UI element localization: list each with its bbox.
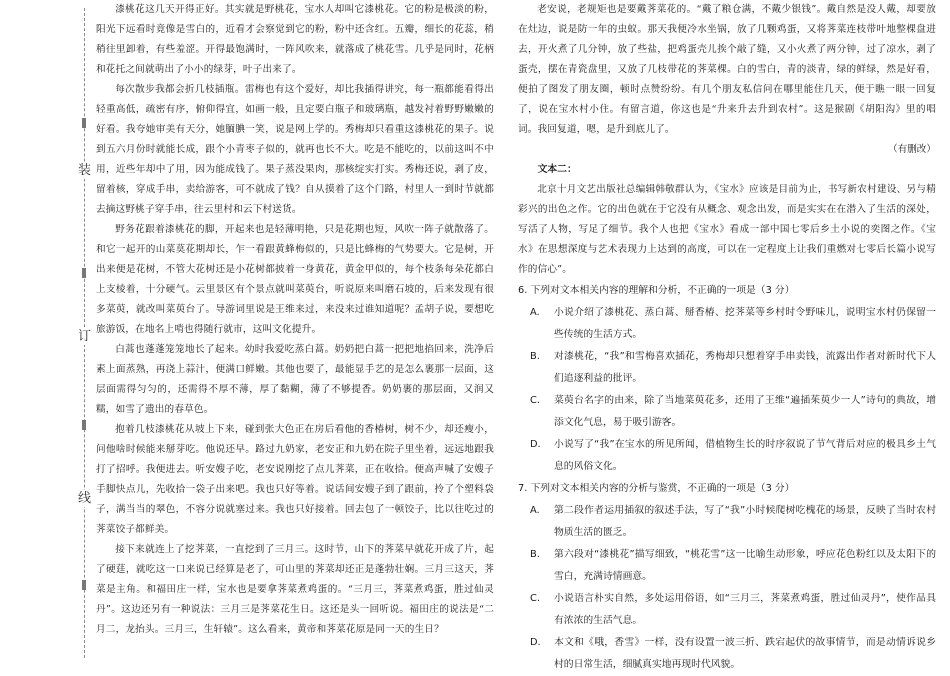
binding-tick-mark	[82, 580, 86, 590]
answer-option	[518, 544, 936, 588]
option-letter: C.	[530, 593, 540, 604]
binding-tick-mark	[82, 118, 86, 128]
binding-label-zhuang: 装	[77, 163, 91, 178]
option-letter: B.	[530, 549, 540, 560]
option-text: 第六段对“漆桃花”描写细致，“桃花雪”这一比喻生动形象，呼应花色粉红以及太阳下的雪白，充满诗情画意。	[554, 549, 936, 582]
question-6	[518, 280, 936, 478]
question-stem: 7. 下列对文本相关内容的分析与鉴赏，不正确的一项是（3 分）	[518, 483, 795, 494]
right-column	[518, 0, 936, 676]
binding-tick-mark	[82, 268, 86, 278]
answer-option	[518, 346, 936, 390]
story-paragraph: 漆桃花这几天开得正好。其实就是野桃花，宝水人却叫它漆桃花。它的粉是极淡的粉，阳光下远看时竟像是雪白的，近看才会察觉到它的粉，粉中还含红。五瓣，细长的花蕊，稍稍往里卸着，有些羞涩。开得最饱满时，一阵风吹来，就落成了桃花雪。几乎是同时，花柄和花托之间就萌出了小小的绿芽，叶子出来了。	[96, 4, 494, 75]
answer-option	[518, 302, 936, 346]
option-text: 小说语言朴实自然，多处运用俗语，如“三月三，荠菜煮鸡蛋，胜过仙灵丹”，使作品具有浓浓的生活气息。	[554, 593, 936, 626]
source-note: （有删改）	[888, 144, 936, 155]
option-text: 菜萸台名字的由来，除了当地菜萸花多，还用了王维“遍插茱萸少一人”诗句的典故，增添文化气息，易于吸引游客。	[554, 395, 936, 428]
option-text: 第二段作者运用插叙的叙述手法，写了“我”小时候爬树吃槐花的场景，反映了当时农村物质生活的匮乏。	[554, 505, 936, 538]
answer-option	[518, 434, 936, 478]
question-7	[518, 478, 936, 676]
story-paragraph: 白蒿也蓬蓬笼笼地长了起来。幼时我爱吃蒸白蒿。奶奶把白蒿一把把地掐回来，洗净后素上面蒸熟，再浇上蒜汁，便满口鲜嫩。其他也要了，最能显手艺的是怎么裹那一层面，这层面需得匀匀的，还需得不厚不薄，厚了黏糊，薄了不够提香。奶奶裹的那层面，又润又糯，如雪了遗出的春草色。	[96, 344, 494, 415]
story-paragraph: 抱着几枝漆桃花从坡上下来，碰到张大色正在房后看他的香椿树，树不少，却还瘦小，问他啥时候能来掰芽吃。他说还早。路过九奶家，老安正和九奶在院子里坐着，远远地跟我打了招呼。我便进去。听安嫂子吃，老安说刚挖了点儿荠菜，正在收拾。便高声喊了安嫂子手脚快点儿，先收拾一袋子出来吧。我也只好等着。说话间安嫂子到了跟前，拎了个塑料袋子，满当当的翠色，不容分说就塞过来。我也只好接着。回去包了一顿饺子，比以往吃过的荠菜饺子都鲜美。	[96, 424, 494, 535]
option-text: 小说写了“我”在宝水的所见所闻，借植物生长的时序叙说了节气背后对应的极具乡土气息的风俗文化。	[554, 439, 936, 472]
answer-option	[518, 588, 936, 632]
answer-option	[518, 390, 936, 434]
left-column	[96, 0, 494, 640]
option-letter: A.	[530, 307, 540, 318]
option-letter: D.	[530, 439, 541, 450]
answer-option	[518, 500, 936, 544]
option-text: 本文和《哦，香雪》一样，没有设置一波三折、跌宕起伏的故事情节，而是动情诉说乡村的日常生活，细腻真实地再现时代风貌。	[554, 637, 936, 670]
option-letter: C.	[530, 395, 540, 406]
binding-tick-mark	[82, 420, 86, 430]
option-text: 对漆桃花，“我”和雪梅喜欢插花，秀梅却只想着穿手串卖钱，流露出作者对新时代下人们追逐利益的批评。	[554, 351, 936, 384]
answer-option	[518, 632, 936, 676]
text2-paragraph: 北京十月文艺出版社总编辑韩敬群认为，《宝水》应该是目前为止，书写新农村建设、另与精彩兴的出色之作。它的出色就在于它没有从概念、观念出发，而是实实在在潜入了生活的深处，写活了人物，写足了细节。我个人也把《宝水》看成一部中国七零后乡土小说的奕图之作。《宝水》在思想深度与艺术表现力上达到的高度，可以在一定程度上让我们重燃对七零后长篇小说写作的信心”。	[518, 184, 936, 275]
story-paragraph: 野务花跟着漆桃花的脚，开起来也是轻薄明艳，只是花期也短，风吹一阵子就散落了。和它一起开的山菜莫花期却长，乍一看跟黄蜂梅似的，只是比蜂梅的气势要大。它是树，开出来便是花树，不管大花树还是小花树都披着一身黄花，黄金甲似的，每个枝条每朵花都白上支棱着，十分硬气。云里景区有个景点就叫菜萸台，听说原来叫磨石坡的，后来发现有很多菜萸，就改叫菜萸台了。导游词里说是王维来过，来没来过谁知道呢？孟胡子说，要想吃旅游饭，在地名上啃也得随行就市，这叫文化提升。	[96, 224, 494, 335]
option-letter: A.	[530, 505, 540, 516]
option-letter: B.	[530, 351, 540, 362]
story-paragraph: 接下来就连上了挖荠菜，一直挖到了三月三。这时节，山下的荠菜早就花开成了片，起了硬莛，就吃这一口来说已经算是老了，可山里的荠菜却还正是蓬勃壮娴。三月三这天，荠菜是主角。和福田庄一样，宝水也是要拿荠菜煮鸡蛋的。“三月三，荠菜煮鸡蛋，胜过仙灵丹”。这边还另有一种说法：三月三是荠菜花生日。这还是头一回听说。福田庄的说法是“二月二，龙抬头。三月三，生轩辕”。这么看来，黄帝和荠菜花原是同一天的生日？	[96, 544, 494, 635]
binding-label-ding: 订	[77, 329, 91, 344]
text2-heading: 文本二：	[537, 164, 577, 175]
story-paragraph: 每次散步我都会折几枝插瓶。雷梅也有这个爱好，却比我插得讲究，每一瓶都能看得出轻重高低，疏密有序，俯仰得宜，如画一般，且定要白瓶子和玻璃瓶，越发衬着野野嫩嫩的好看。我夸她审美有天分，她腼腆一笑，说是网上学的。秀梅却只看重这漆桃花的果子。说到五六月份时就能长成，跟个小青枣子似的，就再也长不大。吃是不能吃的，以前这叫不中用，近些年却中了用，因为能成钱了。果子蒸没果肉，那核绽实打实。秀梅还说，剥了皮，留着核，穿成手串，卖给游客，可不就成了钱？自从摸着了这个门路，村里人一到时节就都去摘这野桃子穿手串，往云里村和云下村送货。	[96, 84, 494, 215]
question-stem: 6. 下列对文本相关内容的理解和分析，不正确的一项是（3 分）	[518, 285, 795, 296]
binding-label-xian: 线	[77, 491, 91, 506]
binding-margin	[0, 0, 96, 664]
option-text: 小说介绍了漆桃花、蒸白蒿、掰香椿、挖荠菜等乡村时令野味儿，说明宝水村仍保留一些传统的生活方式。	[554, 307, 936, 340]
option-letter: D.	[530, 637, 541, 648]
story-paragraph: 老安说，老规矩也是要戴荠菜花的。“戴了粮仓满，不戴少银钱”。戴自然是没人戴，却要放在灶边，说是防一年的虫蚁。那天我便冷水坐锅，放了几颗鸡蛋，又将荠菜连枝带叶地整棵盘进去，开火煮了几分钟，放了些盐，把鸡蛋壳儿挨个敲了缝，又小火煮了两分钟，过了凉水，剥了蛋壳，摆在青瓷盘里，又放了几枝带花的荠菜棵。白的雪白，青的淡青，绿的鲜绿，然是好看，便拍了图发了朋友圈，顿时点赞纷纷。有几个朋友私信问在哪里能住几天，便于瞧一眼一回复了，说在宝水村小住。有留言道，你这也是“升来升去升到农村”。这是猴剧《胡阳沟》里的唱词。我回复道，嗯，是升到底儿了。	[518, 4, 936, 135]
